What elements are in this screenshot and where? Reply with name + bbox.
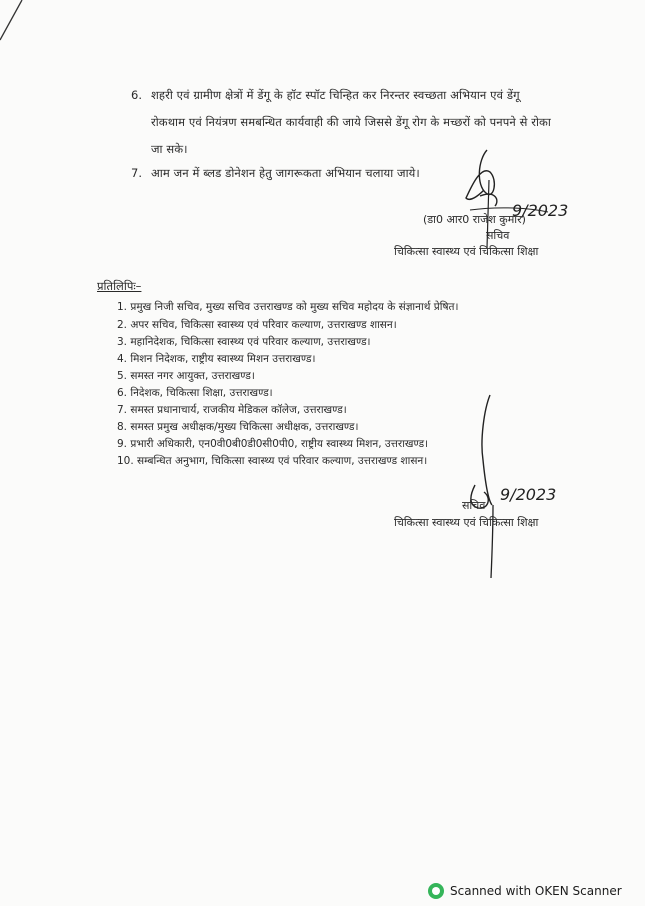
- copy-to-title: प्रतिलिपिः–: [97, 279, 142, 293]
- copy-to-item: 5. समस्त नगर आयुक्त, उत्तराखण्ड।: [117, 370, 255, 382]
- point-7-text: आम जन में ब्लड डोनेशन हेतु जागरूकता अभियान चलाया जाये।: [151, 166, 420, 180]
- point-7: [131, 160, 420, 187]
- signatory-name: (डा0 आर0 राजेश कुमार): [423, 213, 526, 226]
- point-6: [131, 82, 571, 163]
- copy-to-item: 4. मिशन निदेशक, राष्ट्रीय स्वास्थ्य मिशन उत्तराखण्ड।: [117, 353, 316, 365]
- signatory-dept: चिकित्सा स्वास्थ्य एवं चिकित्सा शिक्षा: [394, 245, 539, 258]
- scanner-logo-icon: [428, 883, 444, 899]
- second-signatory-dept: चिकित्सा स्वास्थ्य एवं चिकित्सा शिक्षा: [394, 516, 539, 529]
- point-6-line-2: रोकथाम एवं नियंत्रण समबन्धित कार्यवाही की जाये जिससे डेंगू रोग के मच्छरों को पनपने से रोका: [151, 115, 551, 129]
- copy-to-item: 3. महानिदेशक, चिकित्सा स्वास्थ्य एवं परिवार कल्याण, उत्तराखण्ड।: [117, 336, 371, 348]
- scanner-watermark-text: Scanned with OKEN Scanner: [450, 884, 622, 898]
- point-6-number: 6.: [131, 88, 143, 102]
- signature-2: [471, 395, 492, 508]
- scanner-watermark: [428, 883, 622, 899]
- copy-to-item: 10. सम्बन्धित अनुभाग, चिकित्सा स्वास्थ्य एवं परिवार कल्याण, उत्तराखण्ड शासन।: [117, 455, 428, 467]
- copy-to-item: 7. समस्त प्रधानाचार्य, राजकीय मेडिकल कॉलेज, उत्तराखण्ड।: [117, 404, 347, 416]
- signature-2-date: 9/2023: [500, 485, 557, 504]
- signatory-title: सचिव: [486, 229, 510, 242]
- copy-to-item: 8. समस्त प्रमुख अधीक्षक/मुख्य चिकित्सा अधीक्षक, उत्तराखण्ड।: [117, 421, 359, 433]
- signature-1-date: 9/2023: [512, 201, 569, 220]
- point-6-line-3: जा सके।: [151, 142, 188, 156]
- copy-to-item: 6. निदेशक, चिकित्सा शिक्षा, उत्तराखण्ड।: [117, 387, 273, 399]
- copy-to-item: 9. प्रभारी अधिकारी, एन0वी0बी0डी0सी0पी0, राष्ट्रीय स्वास्थ्य मिशन, उत्तराखण्ड।: [117, 438, 429, 450]
- second-signatory-title: सचिव: [462, 499, 486, 512]
- corner-mark: [0, 0, 22, 40]
- point-6-line-1: शहरी एवं ग्रामीण क्षेत्रों में डेंगू के हॉट स्पॉट चिन्हित कर निरन्तर स्वच्छता अभियान एवं डेंगू: [151, 88, 520, 102]
- copy-to-item: 2. अपर सचिव, चिकित्सा स्वास्थ्य एवं परिवार कल्याण, उत्तराखण्ड शासन।: [117, 319, 397, 331]
- copy-to-item: 1. प्रमुख निजी सचिव, मुख्य सचिव उत्तराखण्ड को मुख्य सचिव महोदय के संज्ञानार्थ प्रेषित।: [117, 301, 459, 313]
- point-7-number: 7.: [131, 166, 143, 180]
